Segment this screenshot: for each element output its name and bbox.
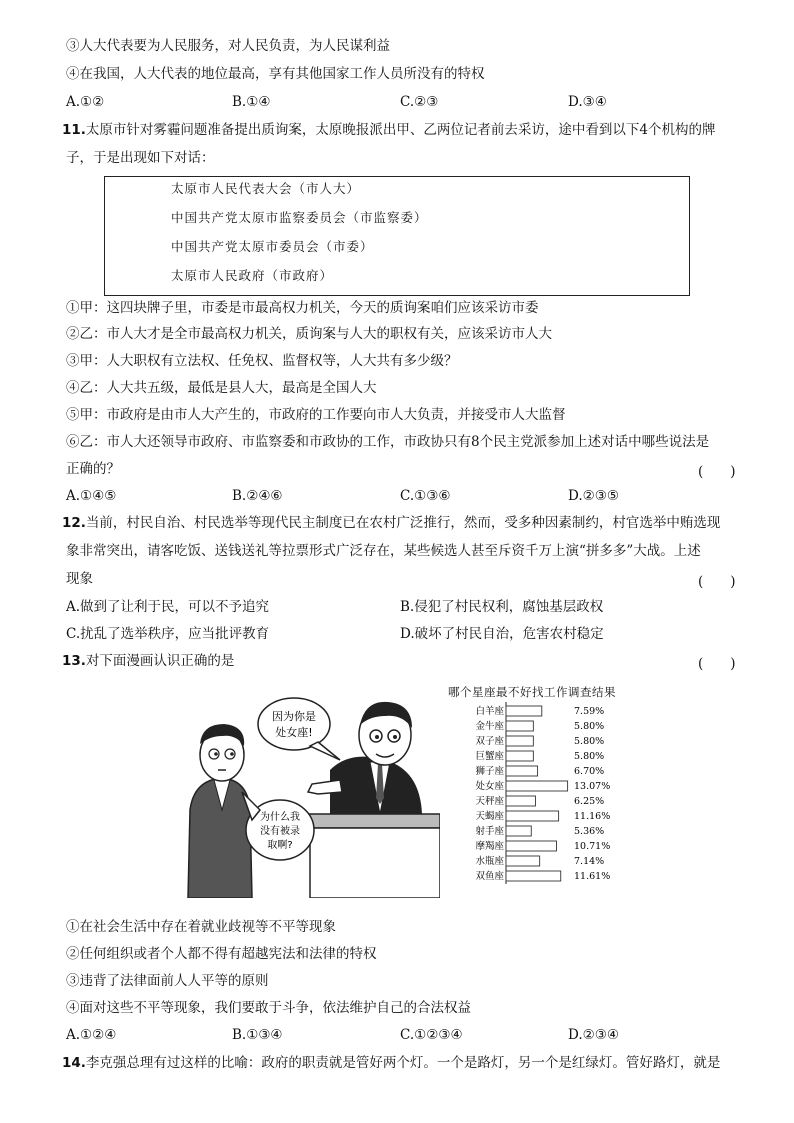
q11-statement-5: ⑤甲：市政府是由市人大产生的，市政府的工作要向市人大负责，并接受市人大监督 — [66, 407, 566, 423]
q12-answer-paren[interactable]: ( ) — [698, 574, 736, 590]
q11-option-d[interactable]: D.②③⑤ — [568, 488, 619, 504]
chart-value-label: 13.07% — [574, 781, 611, 792]
bubble-2-line-2: 没有被录 — [260, 826, 300, 837]
chart-bar — [506, 736, 533, 746]
q12-option-d[interactable]: D.破坏了村民自治，危害农村稳定 — [400, 626, 604, 642]
q11-signboard-box — [104, 176, 690, 296]
q13-statement-3: ③违背了法律面前人人平等的原则 — [66, 973, 269, 989]
q13-option-c[interactable]: C.①②③④ — [400, 1027, 463, 1043]
chart-bar — [506, 841, 556, 851]
chart-category-label: 天秤座 — [475, 796, 504, 807]
chart-value-label: 7.14% — [574, 856, 605, 867]
chart-bar — [506, 796, 535, 806]
q11-stem-line-1 — [62, 121, 716, 139]
q13-option-a[interactable]: A.①②④ — [66, 1027, 117, 1043]
q11-option-a[interactable]: A.①④⑤ — [66, 488, 117, 504]
chart-bar — [506, 811, 559, 821]
chart-category-label: 射手座 — [475, 826, 504, 837]
q11-answer-paren[interactable]: ( ) — [698, 464, 736, 480]
chart-bar — [506, 751, 533, 761]
chart-category-label: 白羊座 — [475, 706, 504, 717]
chart-category-label: 金牛座 — [475, 721, 504, 732]
q12-stem-line-2: 象非常突出，请客吃饭、送钱送礼等拉票形式广泛存在，某些候选人甚至斥资千万上演“拼多多”大战。上述 — [66, 543, 701, 559]
chart-bar — [506, 781, 568, 791]
q12-stem-text-1: 当前，村民自治、村民选举等现代民主制度已在农村广泛推行，然而，受多种因素制约，村官选举中贿选现 — [85, 515, 721, 531]
chart-bar — [506, 706, 542, 716]
chart-value-label: 5.36% — [574, 826, 605, 837]
q13-stem-text: 对下面漫画认识正确的是 — [85, 653, 235, 669]
q14-stem-line — [62, 1054, 720, 1072]
chart-category-label: 巨蟹座 — [475, 751, 504, 762]
cartoon-illustration — [180, 680, 440, 898]
q11-stem-line-2: 子，于是出现如下对话： — [66, 150, 215, 166]
chart-value-label: 6.25% — [574, 796, 605, 807]
q11-statement-2: ②乙：市人大才是全市最高权力机关，质询案与人大的职权有关，应该采访市人大 — [66, 326, 552, 342]
q10-statement-4: ④在我国，人大代表的地位最高，享有其他国家工作人员所没有的特权 — [66, 66, 485, 82]
q12-option-c[interactable]: C.扰乱了选举秩序，应当批评教育 — [66, 626, 270, 642]
chart-bar — [506, 856, 540, 866]
chart-title: 哪个星座最不好找工作调查结果 — [448, 685, 616, 699]
q11-statement-1: ①甲：这四块牌子里，市委是市最高权力机关，今天的质询案咱们应该采访市委 — [66, 300, 539, 316]
q11-statement-3: ③甲：人大职权有立法权、任免权、监督权等，人大共有多少级？ — [66, 353, 458, 369]
q10-option-d[interactable]: D.③④ — [568, 94, 607, 110]
chart-bar — [506, 766, 538, 776]
q11-statement-4: ④乙：人大共五级，最低是县人大，最高是全国人大 — [66, 380, 377, 396]
q13-statement-4: ④面对这些不平等现象，我们要敢于斗争，依法维护自己的合法权益 — [66, 1000, 471, 1016]
chart-bar — [506, 871, 561, 881]
chart-value-label: 6.70% — [574, 766, 605, 777]
chart-value-label: 5.80% — [574, 736, 605, 747]
chart-category-label: 双子座 — [475, 736, 504, 747]
q13-statement-2: ②任何组织或者个人都不得有超越宪法和法律的特权 — [66, 946, 377, 962]
q12-stem-line-1 — [62, 514, 720, 532]
q11-option-c[interactable]: C.①③⑥ — [400, 488, 451, 504]
chart-value-label: 11.61% — [574, 871, 611, 882]
q14-stem-text: 李克强总理有过这样的比喻：政府的职责就是管好两个灯。一个是路灯，另一个是红绿灯。管好路灯，就是 — [85, 1055, 721, 1071]
q11-stem-text-1: 太原市针对雾霾问题准备提出质询案，太原晚报派出甲、乙两位记者前去采访，途中看到以下4个机构的牌 — [85, 122, 716, 138]
q12-stem-line-3: 现象 — [66, 571, 93, 587]
zodiac-bar-chart — [440, 700, 640, 890]
q11-number: 11. — [62, 122, 86, 138]
q11-sign-3: 中国共产党太原市委员会（市委） — [171, 239, 374, 254]
chart-value-label: 10.71% — [574, 841, 611, 852]
chart-value-label: 5.80% — [574, 751, 605, 762]
chart-category-label: 摩羯座 — [475, 841, 504, 852]
chart-value-label: 5.80% — [574, 721, 605, 732]
chart-bar — [506, 826, 531, 836]
bubble-2-line-3: 取啊? — [267, 840, 293, 851]
chart-value-label: 11.16% — [574, 811, 611, 822]
chart-category-label: 狮子座 — [475, 766, 504, 777]
q10-option-a[interactable]: A.①② — [66, 94, 105, 110]
bubble-2-line-1: 为什么我 — [260, 812, 300, 823]
q12-option-a[interactable]: A.做到了让利于民，可以不予追究 — [66, 599, 270, 615]
chart-category-label: 天蝎座 — [475, 811, 504, 822]
chart-value-label: 7.59% — [574, 706, 605, 717]
q10-option-c[interactable]: C.②③ — [400, 94, 439, 110]
q12-number: 12. — [62, 515, 86, 531]
q13-number: 13. — [62, 653, 86, 669]
chart-category-label: 水瓶座 — [475, 856, 504, 867]
q13-option-b[interactable]: B.①③④ — [232, 1027, 283, 1043]
chart-bar — [506, 721, 533, 731]
q13-option-d[interactable]: D.②③④ — [568, 1027, 619, 1043]
q11-sign-1: 太原市人民代表大会（市人大） — [171, 181, 361, 196]
q14-number: 14. — [62, 1055, 86, 1071]
q13-statement-1: ①在社会生活中存在着就业歧视等不平等现象 — [66, 919, 336, 935]
q11-statement-6-cont: 正确的？ — [66, 461, 120, 477]
q13-answer-paren[interactable]: ( ) — [698, 656, 736, 672]
q12-option-b[interactable]: B.侵犯了村民权利，腐蚀基层政权 — [400, 599, 604, 615]
q10-option-b[interactable]: B.①④ — [232, 94, 271, 110]
bubble-1-line-1: 因为你是 — [272, 710, 316, 723]
q13-stem-line — [62, 652, 234, 670]
chart-category-label: 双鱼座 — [475, 871, 504, 882]
chart-category-label: 处女座 — [475, 781, 504, 792]
bubble-1-line-2: 处女座! — [275, 726, 313, 739]
q10-statement-3: ③人大代表要为人民服务，对人民负责，为人民谋利益 — [66, 38, 390, 54]
q11-sign-2: 中国共产党太原市监察委员会（市监察委） — [171, 210, 428, 225]
q11-statement-6: ⑥乙：市人大还领导市政府、市监察委和市政协的工作，市政协只有8个民主党派参加上述对话中哪些说法是 — [66, 434, 710, 450]
q11-option-b[interactable]: B.②④⑥ — [232, 488, 283, 504]
q11-sign-4: 太原市人民政府（市政府） — [171, 268, 334, 283]
